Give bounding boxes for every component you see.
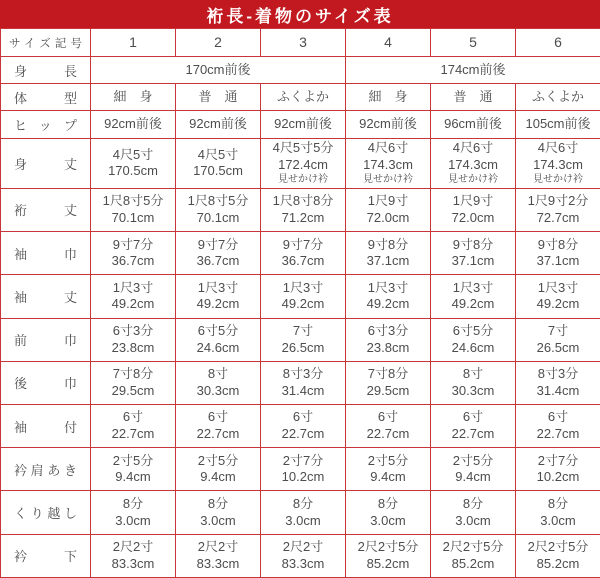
row-label: 体 型 xyxy=(1,84,91,111)
value-line: 37.1cm xyxy=(536,253,580,269)
value-line: 普 通 xyxy=(453,89,493,105)
value-cell xyxy=(176,448,261,491)
value-cell xyxy=(261,138,346,188)
table-row xyxy=(1,534,600,577)
value-line: 1尺3寸 xyxy=(282,279,324,295)
value-line: 1尺3寸 xyxy=(452,279,494,295)
value-line: 9寸7分 xyxy=(197,236,239,252)
table-row xyxy=(1,405,600,448)
value-line: 3.0cm xyxy=(540,512,576,528)
value-cell xyxy=(91,361,176,404)
value-cell xyxy=(91,138,176,188)
value-line: 1尺8寸5分 xyxy=(187,193,249,209)
row-label: 身 丈 xyxy=(1,138,91,188)
value-line: 83.3cm xyxy=(111,555,155,571)
value-line: 細 身 xyxy=(368,89,408,105)
value-line: 172.4cm xyxy=(278,156,328,172)
value-line: 49.2cm xyxy=(281,296,325,312)
note-line: 見せかけ衿 xyxy=(278,173,328,185)
row-label: サイズ記号 xyxy=(1,29,91,57)
value-cell xyxy=(431,318,516,361)
value-line: 174cm前後 xyxy=(440,61,506,77)
value-line: 7寸 xyxy=(292,323,314,339)
value-cell xyxy=(261,491,346,534)
value-cell xyxy=(176,188,261,231)
value-cell xyxy=(91,318,176,361)
value-line: 普 通 xyxy=(198,89,238,105)
value-line: 23.8cm xyxy=(366,339,410,355)
value-cell xyxy=(176,534,261,577)
value-line: 3 xyxy=(299,33,307,50)
value-cell xyxy=(261,188,346,231)
row-label: 袖 巾 xyxy=(1,232,91,275)
value-line: 2寸5分 xyxy=(112,452,154,468)
value-cell xyxy=(261,232,346,275)
table-row xyxy=(1,111,600,138)
value-line: 49.2cm xyxy=(536,296,580,312)
value-cell xyxy=(431,491,516,534)
value-cell xyxy=(91,405,176,448)
value-line: 4尺6寸 xyxy=(367,140,409,156)
value-line: 3.0cm xyxy=(370,512,406,528)
value-line: 7寸8分 xyxy=(367,366,409,382)
value-line: 2尺2寸 xyxy=(112,539,154,555)
value-line: 8分 xyxy=(547,495,569,511)
table-row xyxy=(1,491,600,534)
value-line: 6寸 xyxy=(122,409,144,425)
value-line: 9.4cm xyxy=(455,469,491,485)
value-cell xyxy=(346,138,431,188)
value-line: 6寸5分 xyxy=(197,323,239,339)
value-line: 170.5cm xyxy=(108,163,158,179)
value-line: 9.4cm xyxy=(370,469,406,485)
value-line: 22.7cm xyxy=(366,426,410,442)
value-line: 細 身 xyxy=(113,89,153,105)
value-cell xyxy=(516,534,600,577)
value-cell xyxy=(91,29,176,57)
value-line: 29.5cm xyxy=(111,382,155,398)
value-line: 24.6cm xyxy=(451,339,495,355)
value-line: 83.3cm xyxy=(196,555,240,571)
value-cell xyxy=(261,29,346,57)
row-label: くり越し xyxy=(1,491,91,534)
value-line: 71.2cm xyxy=(281,209,325,225)
value-line: 3.0cm xyxy=(115,512,151,528)
value-line: 8分 xyxy=(292,495,314,511)
note-line: 見せかけ衿 xyxy=(363,173,413,185)
value-cell xyxy=(346,188,431,231)
value-line: 6寸3分 xyxy=(367,323,409,339)
value-cell xyxy=(431,111,516,138)
value-line: 22.7cm xyxy=(451,426,495,442)
value-cell xyxy=(176,318,261,361)
value-cell xyxy=(261,84,346,111)
value-cell xyxy=(261,111,346,138)
value-cell xyxy=(91,57,346,84)
table-row xyxy=(1,84,600,111)
value-cell xyxy=(91,448,176,491)
value-line: 1尺3寸 xyxy=(197,279,239,295)
value-cell xyxy=(516,491,600,534)
value-cell xyxy=(516,29,600,57)
value-line: 1 xyxy=(129,33,137,50)
value-line: 83.3cm xyxy=(281,555,325,571)
value-cell xyxy=(346,232,431,275)
table-row xyxy=(1,448,600,491)
value-line: 10.2cm xyxy=(536,469,580,485)
value-line: 92cm前後 xyxy=(359,116,417,132)
value-cell xyxy=(346,405,431,448)
value-line: 2寸5分 xyxy=(452,452,494,468)
value-line: 36.7cm xyxy=(111,253,155,269)
value-cell xyxy=(176,361,261,404)
value-cell xyxy=(176,29,261,57)
kimono-size-table xyxy=(0,28,600,578)
row-label: 後 巾 xyxy=(1,361,91,404)
value-line: 8寸3分 xyxy=(537,366,579,382)
value-line: 2寸7分 xyxy=(282,452,324,468)
value-line: 8寸3分 xyxy=(282,366,324,382)
value-cell xyxy=(516,318,600,361)
value-line: 4尺5寸 xyxy=(197,146,239,162)
value-cell xyxy=(261,318,346,361)
value-line: 8寸 xyxy=(207,366,229,382)
value-cell xyxy=(431,361,516,404)
value-line: 170.5cm xyxy=(193,163,243,179)
value-cell xyxy=(91,491,176,534)
value-line: 1尺8寸8分 xyxy=(272,193,334,209)
value-line: 85.2cm xyxy=(451,555,495,571)
value-line: 22.7cm xyxy=(281,426,325,442)
value-cell xyxy=(431,29,516,57)
value-cell xyxy=(261,275,346,318)
table-row xyxy=(1,29,600,57)
value-cell xyxy=(431,188,516,231)
value-cell xyxy=(346,275,431,318)
value-cell xyxy=(346,57,600,84)
value-cell xyxy=(346,111,431,138)
value-line: 31.4cm xyxy=(536,382,580,398)
value-line: 6 xyxy=(554,33,562,50)
value-line: 96cm前後 xyxy=(444,116,502,132)
value-line: 24.6cm xyxy=(196,339,240,355)
value-cell xyxy=(91,84,176,111)
value-line: 6寸 xyxy=(207,409,229,425)
value-line: 6寸 xyxy=(462,409,484,425)
value-cell xyxy=(346,361,431,404)
value-line: 9寸8分 xyxy=(367,236,409,252)
value-line: 2 xyxy=(214,33,222,50)
page-title: 裄長-着物のサイズ表 xyxy=(0,0,600,28)
value-cell xyxy=(431,275,516,318)
value-line: 2尺2寸5分 xyxy=(527,539,589,555)
note-line: 見せかけ衿 xyxy=(448,173,498,185)
value-line: 6寸5分 xyxy=(452,323,494,339)
value-line: 26.5cm xyxy=(281,339,325,355)
value-line: 3.0cm xyxy=(285,512,321,528)
value-line: 37.1cm xyxy=(366,253,410,269)
value-cell xyxy=(516,361,600,404)
value-line: 92cm前後 xyxy=(274,116,332,132)
value-line: 10.2cm xyxy=(281,469,325,485)
value-line: 4尺6寸 xyxy=(537,140,579,156)
row-label: 身 長 xyxy=(1,57,91,84)
value-cell xyxy=(431,405,516,448)
value-line: 2寸5分 xyxy=(197,452,239,468)
value-line: 30.3cm xyxy=(451,382,495,398)
value-cell xyxy=(431,448,516,491)
value-cell xyxy=(516,111,600,138)
table-row xyxy=(1,232,600,275)
value-line: 92cm前後 xyxy=(189,116,247,132)
value-line: 9寸8分 xyxy=(537,236,579,252)
value-cell xyxy=(261,405,346,448)
value-line: 49.2cm xyxy=(451,296,495,312)
table-row xyxy=(1,188,600,231)
value-line: ふくよか xyxy=(276,89,329,105)
value-line: 49.2cm xyxy=(366,296,410,312)
value-line: 22.7cm xyxy=(536,426,580,442)
value-cell xyxy=(176,84,261,111)
value-line: 36.7cm xyxy=(281,253,325,269)
value-line: 6寸 xyxy=(292,409,314,425)
value-line: 49.2cm xyxy=(196,296,240,312)
row-label: 裄 丈 xyxy=(1,188,91,231)
value-line: 2尺2寸 xyxy=(282,539,324,555)
value-line: 2寸7分 xyxy=(537,452,579,468)
value-line: 8分 xyxy=(462,495,484,511)
value-line: 22.7cm xyxy=(111,426,155,442)
value-line: 70.1cm xyxy=(196,209,240,225)
value-line: 9寸7分 xyxy=(112,236,154,252)
value-line: ふくよか xyxy=(531,89,584,105)
value-cell xyxy=(261,534,346,577)
value-line: 2寸5分 xyxy=(367,452,409,468)
value-cell xyxy=(431,138,516,188)
value-line: 23.8cm xyxy=(111,339,155,355)
value-line: 1尺9寸 xyxy=(452,193,494,209)
value-line: 8分 xyxy=(207,495,229,511)
value-line: 5 xyxy=(469,33,477,50)
value-line: 6寸3分 xyxy=(112,323,154,339)
value-line: 6寸 xyxy=(547,409,569,425)
value-cell xyxy=(431,232,516,275)
value-line: 174.3cm xyxy=(533,156,583,172)
value-line: 31.4cm xyxy=(281,382,325,398)
value-line: 85.2cm xyxy=(536,555,580,571)
value-line: 26.5cm xyxy=(536,339,580,355)
value-cell xyxy=(176,491,261,534)
value-line: 22.7cm xyxy=(196,426,240,442)
value-line: 1尺3寸 xyxy=(537,279,579,295)
value-cell xyxy=(261,448,346,491)
table-row xyxy=(1,275,600,318)
value-line: 8分 xyxy=(122,495,144,511)
value-cell xyxy=(91,232,176,275)
note-line: 見せかけ衿 xyxy=(533,173,583,185)
value-line: 36.7cm xyxy=(196,253,240,269)
value-cell xyxy=(431,84,516,111)
row-label: 袖 丈 xyxy=(1,275,91,318)
value-line: 3.0cm xyxy=(455,512,491,528)
value-line: 174.3cm xyxy=(363,156,413,172)
row-label: ヒップ xyxy=(1,111,91,138)
row-label: 衿肩あき xyxy=(1,448,91,491)
value-cell xyxy=(176,405,261,448)
value-line: 1尺3寸 xyxy=(367,279,409,295)
value-line: 85.2cm xyxy=(366,555,410,571)
value-cell xyxy=(516,188,600,231)
value-line: 92cm前後 xyxy=(104,116,162,132)
value-cell xyxy=(91,111,176,138)
value-cell xyxy=(516,275,600,318)
value-line: 4尺6寸 xyxy=(452,140,494,156)
value-cell xyxy=(261,361,346,404)
value-cell xyxy=(516,448,600,491)
table-row xyxy=(1,318,600,361)
value-line: 1尺8寸5分 xyxy=(102,193,164,209)
value-line: 9寸7分 xyxy=(282,236,324,252)
value-line: 70.1cm xyxy=(111,209,155,225)
value-line: 8分 xyxy=(377,495,399,511)
value-cell xyxy=(346,84,431,111)
value-cell xyxy=(176,111,261,138)
value-line: 72.7cm xyxy=(536,209,580,225)
table-row xyxy=(1,57,600,84)
value-cell xyxy=(91,275,176,318)
value-line: 8寸 xyxy=(462,366,484,382)
value-line: 72.0cm xyxy=(451,209,495,225)
value-line: 9.4cm xyxy=(115,469,151,485)
value-cell xyxy=(91,188,176,231)
value-line: 1尺9寸2分 xyxy=(527,193,589,209)
value-line: 170cm前後 xyxy=(185,61,251,77)
value-line: 6寸 xyxy=(377,409,399,425)
value-line: 7寸 xyxy=(547,323,569,339)
table-row xyxy=(1,361,600,404)
value-cell xyxy=(516,405,600,448)
value-cell xyxy=(516,232,600,275)
value-line: 30.3cm xyxy=(196,382,240,398)
value-cell xyxy=(516,84,600,111)
row-label: 袖 付 xyxy=(1,405,91,448)
value-cell xyxy=(346,318,431,361)
value-cell xyxy=(346,29,431,57)
value-line: 9.4cm xyxy=(200,469,236,485)
value-line: 37.1cm xyxy=(451,253,495,269)
value-line: 105cm前後 xyxy=(525,116,591,132)
value-line: 4尺5寸5分 xyxy=(272,140,334,156)
value-line: 9寸8分 xyxy=(452,236,494,252)
value-line: 2尺2寸5分 xyxy=(357,539,419,555)
value-line: 3.0cm xyxy=(200,512,236,528)
value-line: 49.2cm xyxy=(111,296,155,312)
value-cell xyxy=(346,534,431,577)
row-label: 衿 下 xyxy=(1,534,91,577)
value-line: 2尺2寸 xyxy=(197,539,239,555)
value-cell xyxy=(176,232,261,275)
value-line: 1尺9寸 xyxy=(367,193,409,209)
value-line: 4尺5寸 xyxy=(112,146,154,162)
value-cell xyxy=(431,534,516,577)
value-cell xyxy=(346,491,431,534)
value-line: 1尺3寸 xyxy=(112,279,154,295)
value-cell xyxy=(176,275,261,318)
value-line: 2尺2寸5分 xyxy=(442,539,504,555)
value-line: 7寸8分 xyxy=(112,366,154,382)
value-cell xyxy=(346,448,431,491)
value-line: 174.3cm xyxy=(448,156,498,172)
row-label: 前 巾 xyxy=(1,318,91,361)
value-cell xyxy=(176,138,261,188)
value-cell xyxy=(516,138,600,188)
value-line: 29.5cm xyxy=(366,382,410,398)
value-cell xyxy=(91,534,176,577)
value-line: 72.0cm xyxy=(366,209,410,225)
value-line: 4 xyxy=(384,33,392,50)
table-row xyxy=(1,138,600,188)
